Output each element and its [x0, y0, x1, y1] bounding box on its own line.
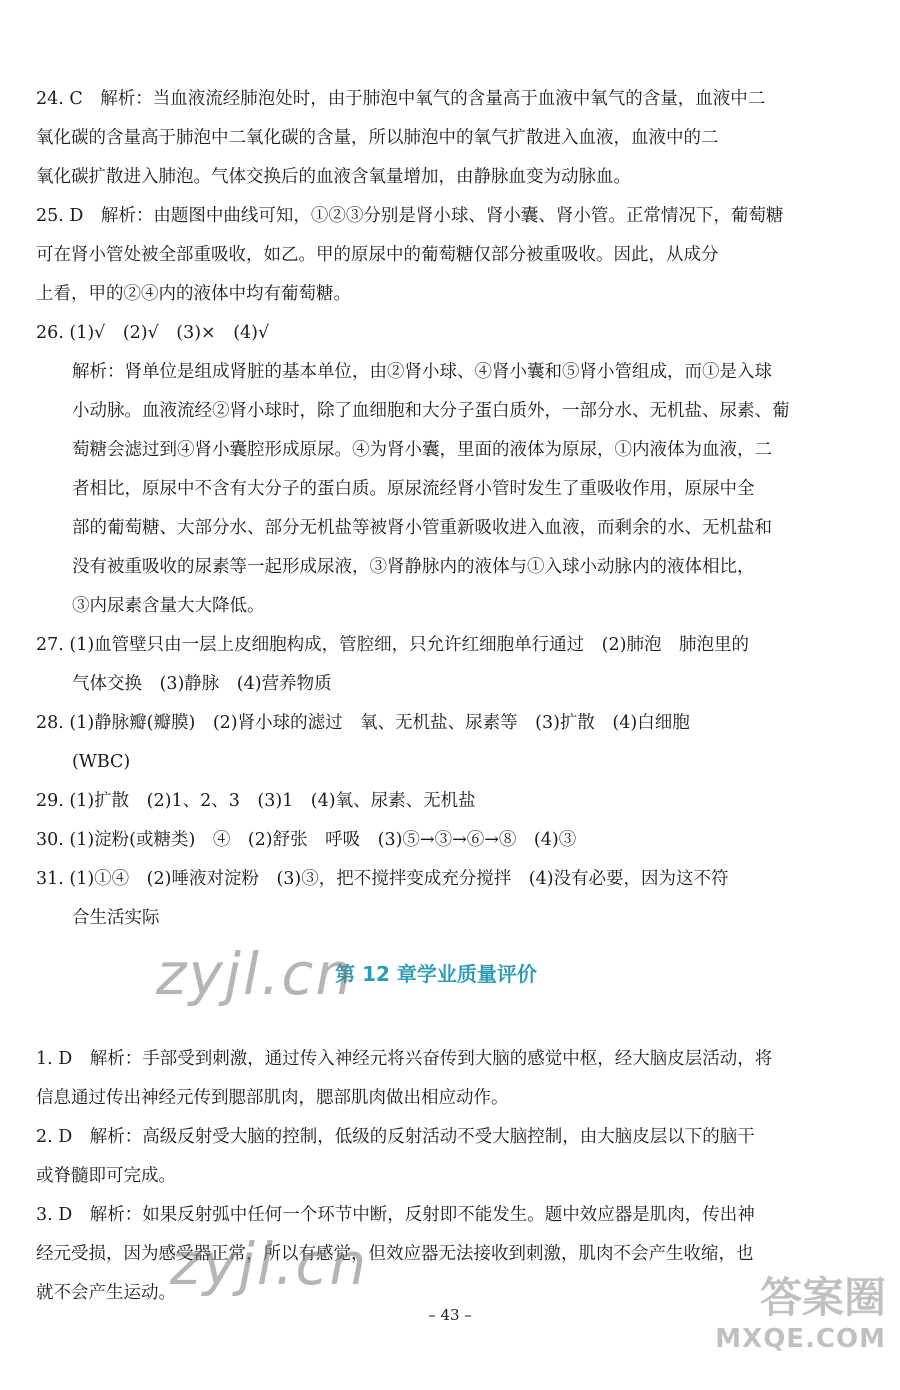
text-line: 没有被重吸收的尿素等一起形成尿液，③肾静脉内的液体与①入球小动脉内的液体相比，	[72, 557, 755, 577]
text-line: (WBC)	[72, 752, 131, 772]
text-line: ③内尿素含量大大降低。	[72, 596, 265, 616]
text-line: 3. D 解析：如果反射弧中任何一个环节中断，反射即不能发生。题中效应器是肌肉，传出神	[36, 1205, 755, 1225]
text-line: 24. C 解析：当血液流经肺泡处时，由于肺泡中氧气的含量高于血液中氧气的含量，血液中二	[36, 89, 766, 109]
answer-item-24	[36, 80, 836, 197]
answer-item-29	[36, 782, 836, 821]
text-line: 27. (1)血管壁只由一层上皮细胞构成，管腔细，只允许红细胞单行通过 (2)肺泡 肺泡里的	[36, 635, 749, 655]
text-line: 25. D 解析：由题图中曲线可知，①②③分别是肾小球、肾小囊、肾小管。正常情况下，葡萄糖	[36, 206, 784, 226]
answer-list	[36, 80, 836, 1006]
answer-item-1	[36, 1040, 836, 1118]
text-line: 29. (1)扩散 (2)1、2、3 (3)1 (4)氧、尿素、无机盐	[36, 791, 476, 811]
text-line: 部的葡萄糖、大部分水、部分无机盐等被肾小管重新吸收进入血液，而剩余的水、无机盐和	[72, 518, 772, 538]
site-logo	[706, 1272, 886, 1362]
text-line: 26. (1)√ (2)√ (3)× (4)√	[36, 323, 270, 343]
text-line: 氧化碳的含量高于肺泡中二氧化碳的含量，所以肺泡中的氧气扩散进入血液，血液中的二	[36, 128, 719, 148]
section-title: 第 12 章学业质量评价	[335, 962, 537, 986]
text-line: 解析：肾单位是组成肾脏的基本单位，由②肾小球、④肾小囊和⑤肾小管组成，而①是入球	[72, 362, 772, 382]
answer-item-2	[36, 1118, 836, 1196]
answer-item-31	[36, 860, 836, 938]
answer-item-25	[36, 197, 836, 314]
logo-domain: MXQE.COM	[715, 1324, 886, 1354]
text-line: 31. (1)①④ (2)唾液对淀粉 (3)③，把不搅拌变成充分搅拌 (4)没有必要，因为这不符	[36, 869, 729, 889]
text-line: 经元受损，因为感受器正常，所以有感觉，但效应器无法接收到刺激，肌肉不会产生收缩，也	[36, 1244, 754, 1264]
text-line: 或脊髓即可完成。	[36, 1166, 176, 1186]
text-line: 萄糖会滤过到④肾小囊腔形成原尿。④为肾小囊，里面的液体为原尿，①内液体为血液，二	[72, 440, 772, 460]
text-line: 就不会产生运动。	[36, 1283, 176, 1303]
text-line: 30. (1)淀粉(或糖类) ④ (2)舒张 呼吸 (3)⑤→③→⑥→⑧ (4)③	[36, 830, 577, 850]
answer-item-26	[36, 314, 836, 626]
answer-item-30	[36, 821, 836, 860]
text-line: 可在肾小管处被全部重吸收，如乙。甲的原尿中的葡萄糖仅部分被重吸收。因此，从成分	[36, 245, 719, 265]
watermark: zyjl.cn	[170, 1230, 369, 1298]
text-line: 气体交换 (3)静脉 (4)营养物质	[72, 674, 332, 694]
logo-text: 答案圈	[759, 1273, 886, 1322]
text-line: 者相比，原尿中不含有大分子的蛋白质。原尿流经肾小管时发生了重吸收作用，原尿中全	[72, 479, 755, 499]
text-line: 1. D 解析：手部受到刺激，通过传入神经元将兴奋传到大脑的感觉中枢，经大脑皮层活动，将	[36, 1049, 773, 1069]
answer-item-28	[36, 704, 836, 782]
text-line: 小动脉。血液流经②肾小球时，除了血细胞和大分子蛋白质外，一部分水、无机盐、尿素、葡	[72, 401, 790, 421]
text-line: 2. D 解析：高级反射受大脑的控制，低级的反射活动不受大脑控制，由大脑皮层以下的脑干	[36, 1127, 755, 1147]
answer-item-27	[36, 626, 836, 704]
text-line: 上看，甲的②④内的液体中均有葡萄糖。	[36, 284, 351, 304]
text-line: 合生活实际	[72, 908, 160, 928]
text-line: 信息通过传出神经元传到腮部肌肉，腮部肌肉做出相应动作。	[36, 1088, 509, 1108]
text-line: 氧化碳扩散进入肺泡。气体交换后的血液含氧量增加，由静脉血变为动脉血。	[36, 167, 631, 187]
watermark: zyjl.cn	[156, 940, 355, 1008]
page-number: – 43 –	[428, 1306, 472, 1324]
text-line: 28. (1)静脉瓣(瓣膜) (2)肾小球的滤过 氧、无机盐、尿素等 (3)扩散 (4)白细胞	[36, 713, 690, 733]
